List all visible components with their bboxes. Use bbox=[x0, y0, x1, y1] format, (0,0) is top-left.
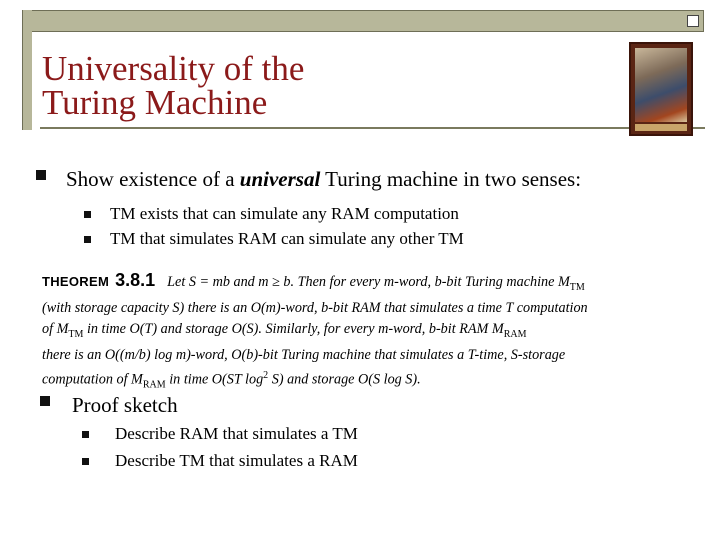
sub-bullet-icon bbox=[82, 458, 89, 465]
sub-item-2-2: Describe TM that simulates a RAM bbox=[115, 451, 358, 470]
title-line-2: Turing Machine bbox=[42, 83, 268, 122]
theorem-line-5-tail-a: in time O(ST log bbox=[165, 371, 264, 388]
bullet-2-text: Proof sketch bbox=[72, 393, 178, 417]
bullet-1-prefix: Show existence of a bbox=[66, 167, 240, 191]
theorem-number: 3.8.1 bbox=[115, 270, 156, 290]
theorem-block bbox=[42, 270, 682, 396]
theorem-line-1: Let S = mb and m ≥ b. Then for every m-word, b-bit Turing machine M bbox=[167, 274, 570, 290]
book-cover-image bbox=[629, 42, 693, 136]
bullet-1-text bbox=[66, 167, 581, 192]
frame-left-bar bbox=[22, 10, 32, 130]
slide-title bbox=[42, 49, 305, 122]
theorem-sub-ram: RAM bbox=[503, 328, 527, 340]
bullet-1-suffix: Turing machine in two senses: bbox=[320, 167, 582, 191]
sub-bullet-icon bbox=[84, 236, 91, 243]
theorem-sup: 2 bbox=[263, 370, 269, 382]
theorem-line-5-tail-b: S) and storage O(S log S). bbox=[268, 371, 421, 388]
theorem-line-3: of M bbox=[42, 321, 69, 338]
bullet-square-icon bbox=[40, 396, 50, 406]
sub-item-1-2: TM that simulates RAM can simulate any other TM bbox=[110, 229, 464, 248]
frame-corner-box bbox=[687, 15, 699, 27]
sub-bullet-icon bbox=[82, 431, 89, 438]
title-line-1: Universality of the bbox=[42, 49, 305, 88]
theorem-sub-tm: TM bbox=[569, 281, 585, 293]
title-underline bbox=[40, 127, 705, 129]
bullet-1-emphasis: universal bbox=[239, 167, 321, 191]
theorem-line-4: there is an O((m/b) log m)-word, O(b)-bit Turing machine that simulates a T-time, S-storage bbox=[42, 347, 566, 364]
theorem-sub-tm-2: TM bbox=[68, 328, 84, 340]
book-cover-band bbox=[635, 124, 687, 131]
sub-bullet-icon bbox=[84, 211, 91, 218]
frame-top-bar bbox=[22, 10, 704, 32]
sub-item-2-1: Describe RAM that simulates a TM bbox=[115, 424, 358, 443]
theorem-line-5: computation of M bbox=[42, 371, 143, 388]
sub-item-1-1: TM exists that can simulate any RAM computation bbox=[110, 204, 459, 223]
theorem-sub-ram-2: RAM bbox=[142, 379, 166, 391]
theorem-label: THEOREM bbox=[42, 274, 110, 289]
bullet-square-icon bbox=[36, 170, 46, 180]
book-cover-art bbox=[635, 48, 687, 122]
theorem-line-2: (with storage capacity S) there is an O(m)-word, b-bit RAM that simulates a time T computation bbox=[42, 300, 588, 317]
theorem-line-3-mid: in time O(T) and storage O(S). Similarly, for every m-word, b-bit RAM M bbox=[83, 321, 504, 338]
